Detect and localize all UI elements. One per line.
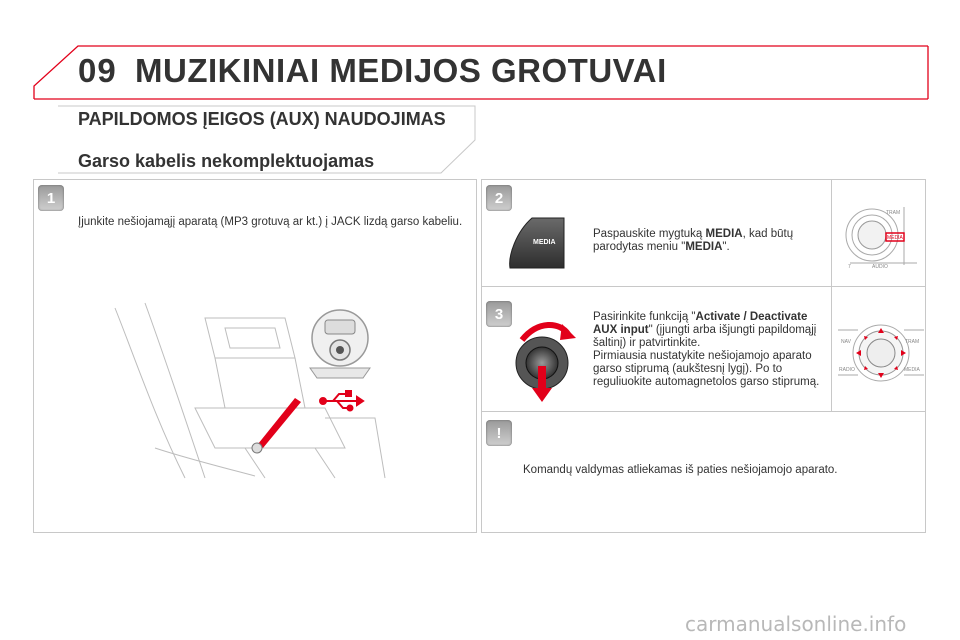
step2-badge: 2	[486, 185, 512, 211]
radio-label-media-2: MEDIA	[904, 367, 920, 373]
media-button-label: MEDIA	[533, 239, 556, 246]
step2-text-bold-1: MEDIA	[705, 228, 743, 240]
radio-label-nav: NAV	[841, 339, 851, 345]
step2-text	[593, 228, 825, 254]
step3-paragraph-1	[593, 311, 828, 350]
chapter-number: 09	[78, 52, 117, 89]
step1-text: Įjunkite nešiojamąjį aparatą (MP3 grotuvą ar kt.) į JACK lizdą garso kabeliu.	[78, 216, 463, 228]
watermark-text: carmanualsonline.info	[685, 612, 907, 636]
radio-label-trak: TRAM	[905, 339, 920, 345]
radio-label-media: MEDIA	[887, 235, 903, 241]
divider-step2-step3	[481, 286, 925, 287]
rotary-knob-icon	[508, 318, 588, 408]
radio-label-audio: AUDIO	[872, 264, 888, 270]
section-subtitle: Garso kabelis nekomplektuojamas	[78, 151, 375, 171]
divider-step3-note	[481, 411, 925, 412]
step2-text-2: , kad būtų parodytas meniu "	[593, 228, 794, 253]
step3-p1-text-2: " (įjungti arba išjungti papildomąjį šaltinį) ir patvirtinkite.	[593, 324, 817, 349]
radio-faceplate-controls	[836, 320, 926, 390]
divider-vertical	[831, 179, 832, 411]
note-text: Komandų valdymas atliekamas iš paties nešiojamojo aparato.	[523, 464, 838, 476]
step2-text-1: Paspauskite mygtuką	[593, 228, 706, 240]
radio-label-seven: 7	[848, 264, 851, 270]
radio-label-track: TRAM	[886, 210, 901, 216]
step2-text-bold-2: MEDIA	[685, 241, 723, 253]
step3-badge: 3	[486, 301, 512, 327]
step3-p1-bold: Activate / Deactivate AUX input	[593, 311, 808, 336]
armrest-jack-illustration	[95, 298, 395, 488]
section-title: PAPILDOMOS ĮEIGOS (AUX) NAUDOJIMAS	[78, 109, 446, 129]
step3-p1-text-1: Pasirinkite funkciją "	[593, 311, 696, 323]
note-badge: !	[486, 420, 512, 446]
step3-paragraph-2: Pirmiausia nustatykite nešiojamojo aparato garso stiprumą (aukštesnį lygį). Po to reguliuokite automagnetolos garso stiprumą.	[593, 350, 820, 388]
radio-label-radio: RADIO	[839, 367, 855, 373]
step1-badge: 1	[38, 185, 64, 211]
chapter-title: MUZIKINIAI MEDIJOS GROTUVAI	[135, 52, 667, 89]
step2-text-3: ".	[722, 241, 730, 253]
